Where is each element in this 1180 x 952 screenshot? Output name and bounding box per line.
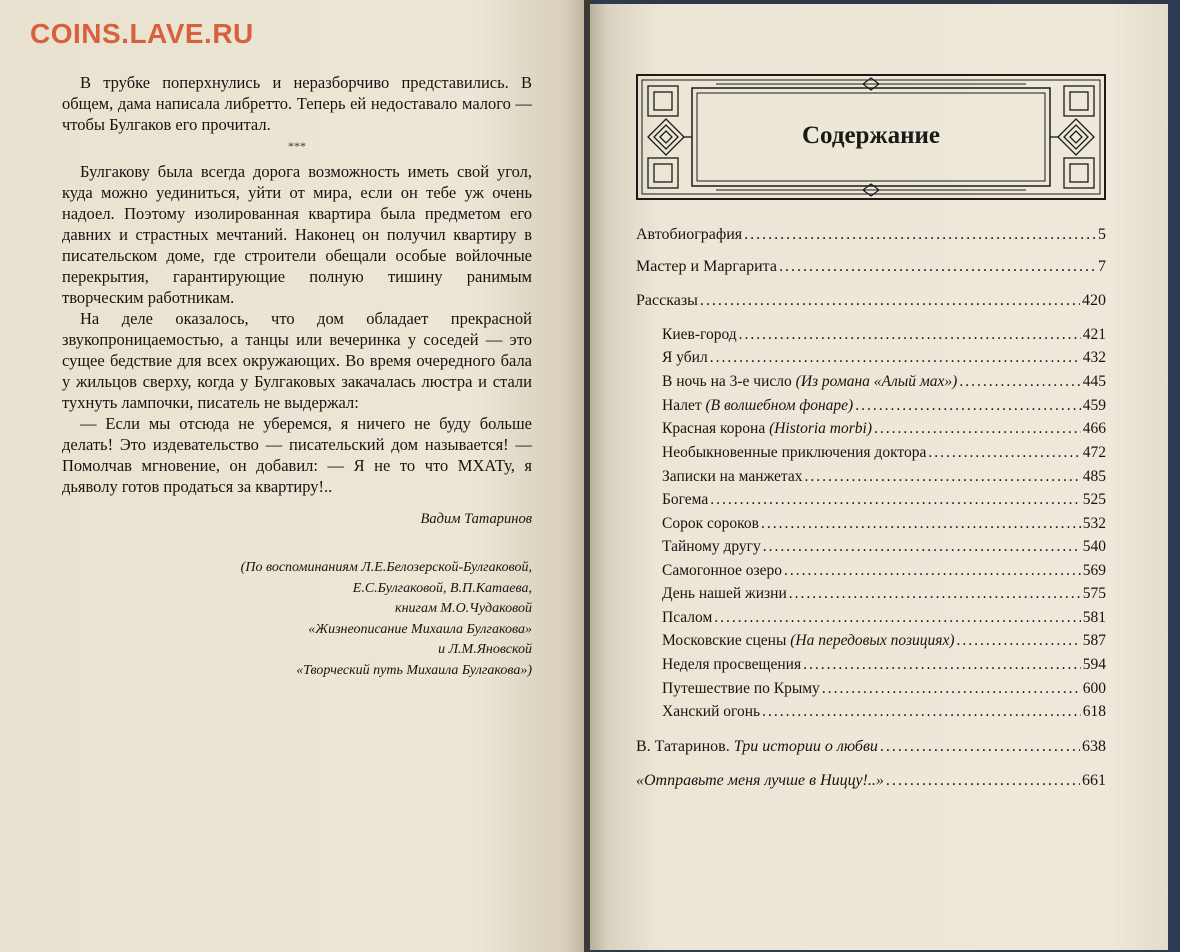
author-signature: Вадим Татаринов bbox=[420, 511, 532, 527]
sources-line: «Жизнеописание Михаила Булгакова» bbox=[308, 621, 532, 637]
toc-title-text: Автобиография bbox=[636, 226, 743, 243]
paragraph: На деле оказалось, что дом обладает прекрасной звукопроницаемостью, а танцы или вечеринка у соседей — это сущее бедствие для всех окружающих. Во время очередного бала у жильцов сверху, когда у Булгаковых закачалась люстра и стали тухнуть лампочки, писатель не выдержал: bbox=[62, 309, 532, 412]
toc-title bbox=[636, 292, 698, 310]
toc-title-text: Налет bbox=[662, 397, 702, 414]
toc-title-text: Записки на манжетах bbox=[662, 468, 803, 485]
toc-entry bbox=[662, 538, 1106, 556]
toc-page-number: 466 bbox=[1082, 420, 1106, 437]
toc-entry bbox=[662, 515, 1106, 533]
toc-page-number: 661 bbox=[1082, 772, 1106, 789]
toc-page-number: 7 bbox=[1098, 258, 1106, 275]
watermark: COINS.LAVE.RU bbox=[30, 18, 254, 49]
toc-page-number: 421 bbox=[1082, 326, 1106, 343]
sources-line: книгам М.О.Чудаковой bbox=[395, 601, 532, 616]
toc-title bbox=[662, 444, 926, 462]
toc-leader-dots bbox=[789, 585, 1081, 603]
toc-page-number: 540 bbox=[1082, 538, 1106, 555]
toc-page-number: 485 bbox=[1082, 468, 1106, 485]
toc-page-number: 638 bbox=[1082, 738, 1106, 755]
toc-title-text: Ханский огонь bbox=[662, 703, 761, 720]
toc-leader-dots bbox=[763, 538, 1081, 556]
toc-entry bbox=[662, 562, 1106, 580]
toc-title bbox=[636, 226, 742, 244]
toc-entry bbox=[636, 292, 1106, 310]
sources-line: «Творческий путь Михаила Булгакова») bbox=[296, 662, 532, 678]
toc-leader-dots bbox=[803, 656, 1081, 674]
toc-leader-dots bbox=[957, 632, 1081, 650]
toc-title-text: Необыкновенные приключения доктора bbox=[662, 444, 927, 461]
toc-entry bbox=[636, 258, 1106, 276]
toc-title bbox=[662, 609, 712, 627]
toc-title-text: Путешествие по Крыму bbox=[662, 680, 820, 697]
toc-title-text: Самогонное озеро bbox=[662, 562, 783, 579]
toc-title-text: Псалом bbox=[662, 609, 713, 626]
toc-title-text: В. Татаринов. bbox=[636, 738, 730, 755]
toc-title-text: Мастер и Маргарита bbox=[636, 258, 777, 275]
toc-subtitle: Три истории о любви bbox=[733, 738, 878, 755]
toc-page-number: 587 bbox=[1082, 632, 1106, 649]
toc-leader-dots bbox=[880, 738, 1080, 756]
toc-entry bbox=[636, 226, 1106, 244]
toc-leader-dots bbox=[874, 420, 1081, 438]
toc-title bbox=[662, 468, 803, 486]
contents-heading: Содержание bbox=[801, 122, 940, 149]
toc-title-text: Богема bbox=[662, 491, 709, 508]
toc-page-number: 472 bbox=[1082, 444, 1106, 461]
right-page bbox=[590, 4, 1168, 950]
toc-entry bbox=[636, 738, 1106, 756]
toc-entry bbox=[662, 373, 1106, 391]
toc-leader-dots bbox=[762, 703, 1081, 721]
toc-entry bbox=[662, 349, 1106, 367]
sources-line: Е.С.Булгаковой, В.П.Катаева, bbox=[352, 580, 532, 596]
toc-title bbox=[662, 562, 782, 580]
toc-leader-dots bbox=[805, 468, 1081, 486]
toc-page-number: 432 bbox=[1082, 349, 1106, 366]
toc-title-text: Сорок сороков bbox=[662, 515, 759, 532]
toc-entry bbox=[662, 632, 1106, 650]
toc-title bbox=[636, 258, 777, 276]
toc-leader-dots bbox=[959, 373, 1080, 391]
toc-page-number: 569 bbox=[1082, 562, 1106, 579]
toc-title bbox=[662, 656, 801, 674]
toc-page-number: 618 bbox=[1082, 703, 1106, 720]
toc-leader-dots bbox=[744, 226, 1096, 244]
toc-subtitle: (На передовых позициях) bbox=[790, 632, 955, 649]
toc-title bbox=[662, 397, 853, 415]
toc-leader-dots bbox=[710, 349, 1081, 367]
background-edge bbox=[1168, 0, 1180, 952]
toc-leader-dots bbox=[784, 562, 1081, 580]
toc-title bbox=[662, 420, 872, 438]
left-page-text bbox=[62, 72, 532, 497]
toc-title-text: Я убил bbox=[662, 349, 708, 366]
toc-leader-dots bbox=[739, 326, 1081, 344]
toc-entry bbox=[662, 656, 1106, 674]
toc-entry bbox=[662, 444, 1106, 462]
toc-title-text: День нашей жизни bbox=[662, 585, 787, 602]
toc-title bbox=[662, 515, 759, 533]
toc-entry bbox=[662, 491, 1106, 509]
toc-leader-dots bbox=[822, 680, 1081, 698]
toc-leader-dots bbox=[700, 292, 1080, 310]
toc-entry bbox=[662, 326, 1106, 344]
toc-title bbox=[662, 491, 708, 509]
section-separator: *** bbox=[288, 139, 306, 153]
toc-page-number: 532 bbox=[1082, 515, 1106, 532]
toc-title-text: В ночь на 3-е число bbox=[662, 373, 792, 390]
toc-title bbox=[662, 538, 761, 556]
toc-subtitle: «Отправьте меня лучше в Ниццу!..» bbox=[636, 772, 884, 789]
toc-page-number: 420 bbox=[1082, 292, 1106, 309]
toc-leader-dots bbox=[710, 491, 1080, 509]
toc-title bbox=[636, 738, 878, 756]
toc-leader-dots bbox=[855, 397, 1081, 415]
toc-entry bbox=[662, 609, 1106, 627]
toc-subtitle: (Из романа «Алый мах») bbox=[795, 373, 958, 390]
toc-title bbox=[662, 703, 760, 721]
toc-title bbox=[662, 349, 708, 367]
toc-page-number: 525 bbox=[1082, 491, 1106, 508]
toc-entry bbox=[662, 703, 1106, 721]
toc-title-text: Киев-город bbox=[662, 326, 737, 343]
toc-leader-dots bbox=[928, 444, 1080, 462]
toc-title-text: Тайному другу bbox=[662, 538, 761, 555]
toc-title bbox=[662, 680, 820, 698]
toc-subtitle: (Historia morbi) bbox=[769, 420, 872, 437]
toc-page-number: 575 bbox=[1082, 585, 1106, 602]
contents-banner bbox=[636, 74, 1106, 200]
toc-entry bbox=[662, 468, 1106, 486]
toc-title bbox=[662, 632, 955, 650]
toc-entry bbox=[662, 585, 1106, 603]
toc-leader-dots bbox=[714, 609, 1080, 627]
toc-title-text: Неделя просвещения bbox=[662, 656, 802, 673]
toc-leader-dots bbox=[779, 258, 1096, 276]
sources-note bbox=[62, 558, 532, 681]
toc-leader-dots bbox=[886, 772, 1080, 790]
toc-page-number: 581 bbox=[1082, 609, 1106, 626]
toc-page-number: 459 bbox=[1082, 397, 1106, 414]
paragraph: — Если мы отсюда не уберемся, я ничего не буду больше делать! Это издевательство — писательский дом называется! — Помолчав мгновение, он добавил: — Я не то что МХАТу, я дьяволу готов продаться за квартиру!.. bbox=[62, 414, 532, 496]
toc-title bbox=[662, 326, 737, 344]
toc-page-number: 594 bbox=[1082, 656, 1106, 673]
toc-title bbox=[636, 772, 884, 790]
toc-entry bbox=[662, 397, 1106, 415]
paragraph: Булгакову была всегда дорога возможность иметь свой угол, куда можно уединиться, уйти от мира, если он тебе уж очень надоел. Поэтому изолированная квартира была предметом его давних и страстных мечтаний. Наконец он получил квартиру в писательском доме, где строители обещали особые войлочные перекрытия, гарантирующие полную тишину ранимым творческим работникам. bbox=[62, 162, 532, 307]
toc-entry bbox=[636, 772, 1106, 790]
toc-subtitle: (В волшебном фонаре) bbox=[705, 397, 854, 414]
toc-entry bbox=[662, 420, 1106, 438]
toc-title-text: Рассказы bbox=[636, 292, 698, 309]
sources-line: и Л.М.Яновской bbox=[438, 642, 532, 657]
toc-title-text: Красная корона bbox=[662, 420, 766, 437]
toc-leader-dots bbox=[761, 515, 1081, 533]
toc-title bbox=[662, 585, 787, 603]
toc-page-number: 5 bbox=[1098, 226, 1106, 243]
toc-page-number: 445 bbox=[1082, 373, 1106, 390]
toc-title-text: Московские сцены bbox=[662, 632, 787, 649]
left-page bbox=[0, 0, 588, 952]
sources-line: (По воспоминаниям Л.Е.Белозерской-Булгаковой, bbox=[240, 560, 532, 575]
toc-entry bbox=[662, 680, 1106, 698]
paragraph: В трубке поперхнулись и неразборчиво представились. В общем, дама написала либретто. Теперь ей недоставало малого — чтобы Булгаков его прочитал. bbox=[62, 73, 532, 134]
toc-title bbox=[662, 373, 957, 391]
toc-page-number: 600 bbox=[1082, 680, 1106, 697]
